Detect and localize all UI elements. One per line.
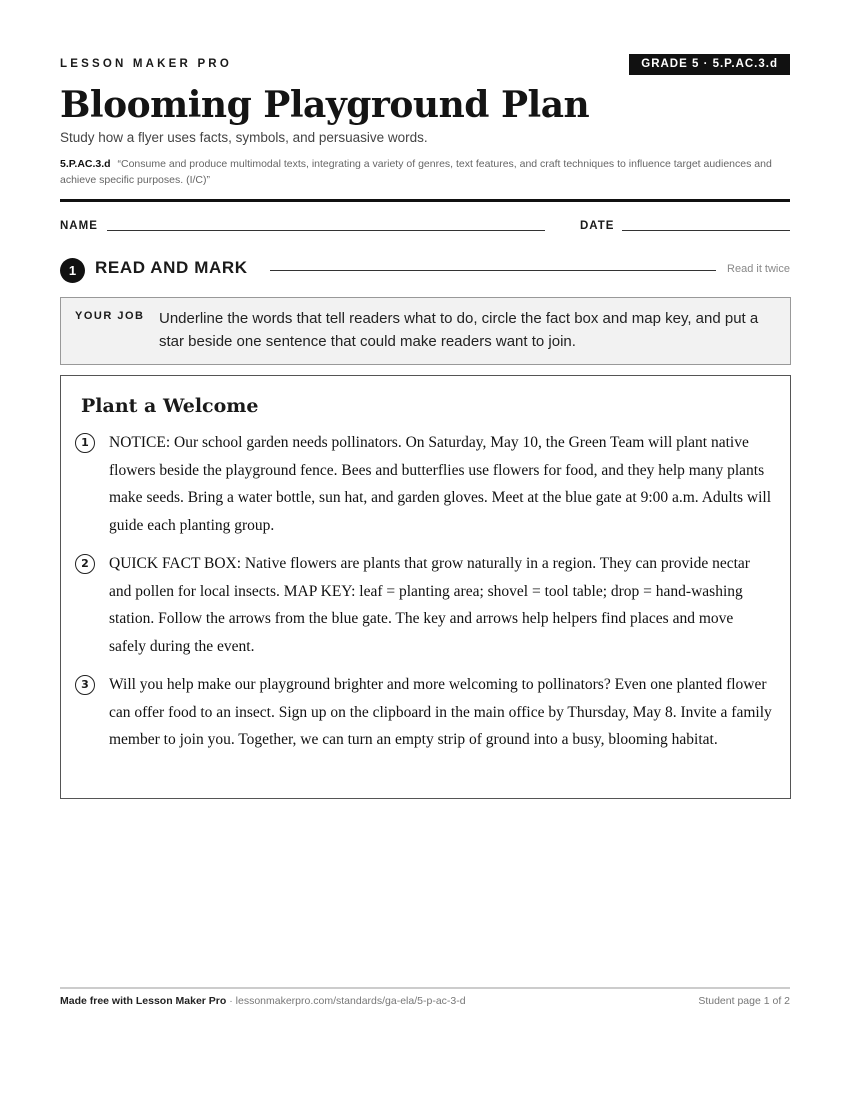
job-instructions-box xyxy=(60,297,791,365)
brand-name: LESSON MAKER PRO xyxy=(60,58,232,70)
footer-credit xyxy=(60,995,466,1007)
paragraph-text: QUICK FACT BOX: Native flowers are plants that grow naturally in a region. They can provide nectar and pollen for local insects. MAP KEY: leaf = planting area; shovel = tool table; drop = hand-washing station. Follow the arrows from the blue gate. The key and arrows help helpers find places and move safely during the event. xyxy=(109,555,750,655)
standard-description xyxy=(60,156,780,188)
footer-divider xyxy=(60,987,790,989)
section-number-badge: 1 xyxy=(60,258,85,283)
paragraph-number-badge: 2 xyxy=(75,554,95,574)
date-field[interactable] xyxy=(622,230,790,231)
footer-url[interactable]: · lessonmakerpro.com/standards/ga-ela/5-p-ac-3-d xyxy=(226,995,466,1007)
name-label: NAME xyxy=(60,220,98,232)
section-title: READ AND MARK xyxy=(95,258,248,277)
job-text: Underline the words that tell readers what to do, circle the fact box and map key, and put a star beside one sentence that could make readers want to join. xyxy=(159,310,759,350)
page-subtitle: Study how a flyer uses facts, symbols, and persuasive words. xyxy=(60,130,428,145)
page-title: Blooming Playground Plan xyxy=(60,84,590,126)
footer-made-with: Made free with Lesson Maker Pro xyxy=(60,995,227,1007)
reading-passage-box xyxy=(60,375,791,799)
paragraph-text: NOTICE: Our school garden needs pollinators. On Saturday, May 10, the Green Team will plant native flowers beside the playground fence. Bees and butterflies use flowers for food, and they help many plants make seeds. Bring a water bottle, sun hat, and garden gloves. Meet at the blue gate at 9:00 a.m. Adults will guide each planting group. xyxy=(109,434,772,534)
name-field[interactable] xyxy=(107,230,545,231)
paragraph-text: Will you help make our playground brighter and more welcoming to pollinators? Even one planted flower can offer food to an insect. Sign up on the clipboard in the main office by Thursday, May 8. Invite a family member to join you. Together, we can turn an empty strip of ground into a busy, blooming habitat. xyxy=(109,676,772,749)
date-label: DATE xyxy=(580,220,615,232)
passage-title: Plant a Welcome xyxy=(81,395,259,417)
standard-code: 5.P.AC.3.d xyxy=(60,158,111,170)
section-divider xyxy=(270,270,716,271)
page-indicator: Student page 1 of 2 xyxy=(698,995,790,1007)
paragraph-number-badge: 3 xyxy=(75,675,95,695)
grade-badge: GRADE 5 · 5.P.AC.3.d xyxy=(629,54,790,75)
header-divider xyxy=(60,199,790,202)
section-note: Read it twice xyxy=(727,263,790,275)
job-label: YOUR JOB xyxy=(75,310,145,322)
standard-text: “Consume and produce multimodal texts, integrating a variety of genres, text features, and craft techniques to influence target audiences and achieve specific purposes. (I/C)” xyxy=(60,158,772,186)
paragraph-number-badge: 1 xyxy=(75,433,95,453)
